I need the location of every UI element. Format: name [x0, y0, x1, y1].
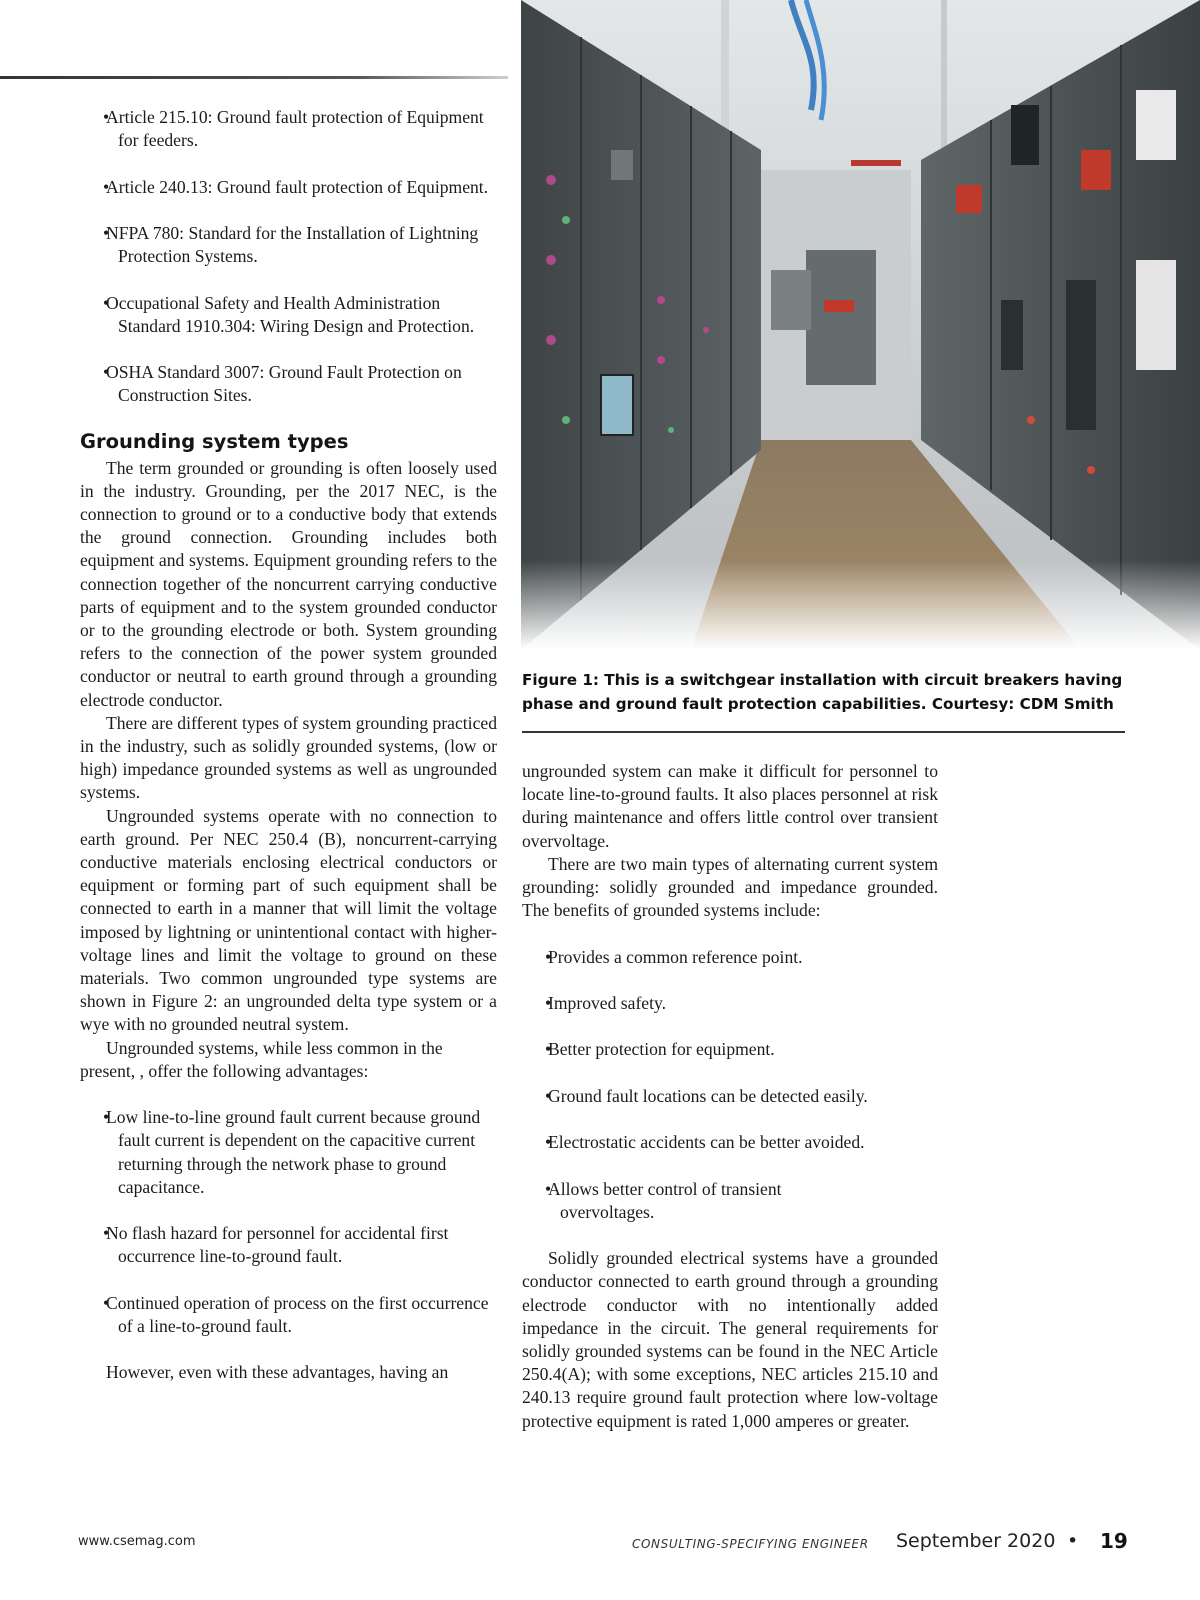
caption-rule: [522, 731, 1125, 733]
paragraph: Solidly grounded electrical systems have a grounded conductor connected to earth ground through a grounding electrode conductor with no intentionally added impedance in the circuit. The general requirements for solidly grounded systems can be found in the NEC Article 250.4(A); with some exceptions, NEC articles 215.10 and 240.13 require ground fault protection where low-voltage protective equipment is rated 1,000 amperes or greater.: [522, 1248, 938, 1431]
paragraph: Ungrounded systems, while less common in the present, , offer the following advantages:: [80, 1037, 443, 1081]
list-item: • Provides a common reference point.: [522, 946, 938, 969]
figure-caption: Figure 1: This is a switchgear installation with circuit breakers having phase and ground fault protection capabilities. Courtesy: CDM Smith: [522, 671, 1123, 713]
switchgear-photo: [521, 0, 1200, 650]
paragraph: There are two main types of alternating current system grounding: solidly grounded and impedance grounded. The benefits of grounded systems include:: [522, 853, 938, 921]
advantages-list: [80, 1106, 497, 1338]
paragraph: The term grounded or grounding is often loosely used in the industry. Grounding, per the 2017 NEC, is the connection to ground or to a conductive body that extends the ground connection. Grounding includes both equipment and systems. Equipment grounding refers to the connection together of the noncurrent carrying conductive parts of equipment and to the system grounded conductor or to the grounding electrode or both. System grounding refers to the connection of the power system grounded conductor or neutral to earth ground through a grounding electrode conductor.: [80, 457, 497, 710]
list-item: • Occupational Safety and Health Administration Standard 1910.304: Wiring Design and Protection.: [80, 292, 497, 338]
standards-list: [80, 106, 497, 408]
list-item: • No flash hazard for personnel for accidental first occurrence line-to-ground fault.: [80, 1222, 497, 1268]
list-item: • Low line-to-line ground fault current because ground fault current is dependent on the capacitive current returning through the network phase to ground capacitance.: [80, 1106, 497, 1199]
paragraph: Ungrounded systems operate with no connection to earth ground. Per NEC 250.4 (B), noncurrent-carrying conductive materials enclosing electrical conductors or equipment or forming part of such equipment shall be connected to earth in a manner that will limit the voltage imposed by lightning or unintentional contact with higher-voltage lines and limit the voltage to ground on these materials. Two common ungrounded type systems are shown in Figure 2: an ungrounded delta type system or a wye with no grounded neutral system.: [80, 805, 497, 1035]
section-heading: Grounding system types: [80, 429, 349, 453]
list-item: • Allows better control of transient overvoltages.: [522, 1178, 938, 1224]
issue-date: September 2020: [896, 1530, 1056, 1552]
footer-separator: •: [1067, 1530, 1079, 1552]
paragraph: However, even with these advantages, having an: [106, 1362, 449, 1383]
header-rule: [0, 76, 508, 79]
paragraph: ungrounded system can make it difficult for personnel to locate line-to-ground faults. It also places personnel at risk during maintenance and offers little control over transient overvoltage.: [522, 761, 938, 851]
website-link[interactable]: www.csemag.com: [78, 1534, 196, 1549]
paragraph: There are different types of system grounding practiced in the industry, such as solidly grounded systems, (low or high) impedance grounded systems as well as ungrounded systems.: [80, 712, 497, 803]
list-item: • OSHA Standard 3007: Ground Fault Protection on Construction Sites.: [80, 361, 497, 407]
magazine-name: CONSULTING-SPECIFYING ENGINEER: [632, 1537, 869, 1551]
list-item: • Improved safety.: [522, 992, 938, 1015]
list-item: • Continued operation of process on the first occurrence of a line-to-ground fault.: [80, 1292, 497, 1338]
page-number: 19: [1100, 1529, 1128, 1553]
list-item: • Article 240.13: Ground fault protection of Equipment.: [80, 176, 497, 199]
list-item: • Ground fault locations can be detected easily.: [522, 1085, 938, 1108]
list-item: • NFPA 780: Standard for the Installation of Lightning Protection Systems.: [80, 222, 497, 268]
left-column: [80, 106, 497, 1385]
benefits-list: [522, 946, 938, 1224]
right-column: [522, 760, 938, 1433]
list-item: • Better protection for equipment.: [522, 1038, 938, 1061]
list-item: • Article 215.10: Ground fault protection of Equipment for feeders.: [80, 106, 497, 152]
list-item: • Electrostatic accidents can be better avoided.: [522, 1131, 938, 1154]
